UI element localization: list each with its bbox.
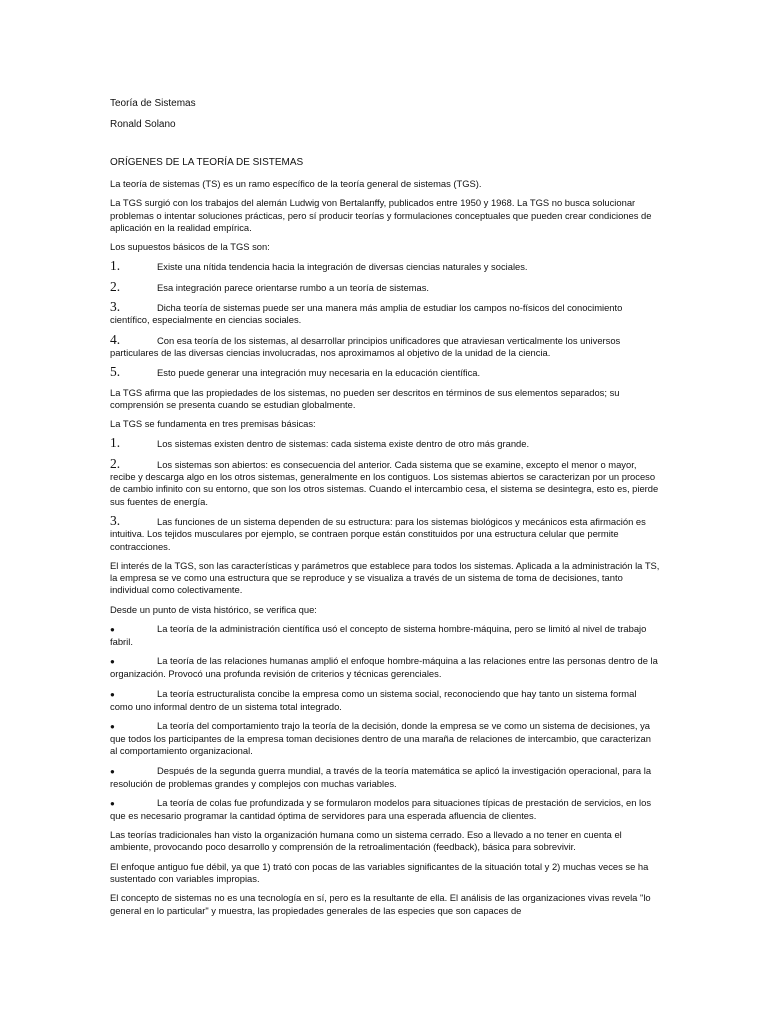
paragraph: Desde un punto de vista histórico, se verifica que: (110, 603, 317, 615)
list-number: 1. (110, 435, 121, 451)
document-author: Ronald Solano (110, 119, 176, 130)
paragraph: El concepto de sistemas no es una tecnología en sí, pero es la resultante de ella. El análisis de las organizaciones vivas revela "lo general en lo particular" y muestra, las propiedades generales de las especies que son capaces de (110, 892, 651, 916)
bullet-list-item (110, 688, 660, 713)
bullet-icon: ● (110, 766, 115, 776)
numbered-list-item (110, 331, 660, 360)
list-item-text: La teoría de las relaciones humanas amplió el enfoque hombre-máquina a las relaciones entre las personas dentro de la organización. Provocó una profunda revisión de criterios y técnicas gerenciales. (110, 655, 658, 680)
paragraph: Las teorías tradicionales han visto la organización humana como un sistema cerrado. Eso a llevado a no tener en cuenta el ambiente, provocando poco desarrollo y comprensión de la retroalimentación (feedback), básica para sobrevivir. (110, 829, 622, 853)
numbered-list-item (110, 278, 660, 294)
bullet-icon: ● (110, 689, 115, 699)
numbered-list-item (110, 366, 660, 379)
bullet-icon: ● (110, 798, 115, 808)
numbered-list-item (110, 437, 660, 450)
paragraph: El interés de la TGS, son las características y parámetros que establece para todos los sistemas. Aplicada a la administración la TS, la empresa se ve como una estructura que se reproduce y se visualiza a través de un sistema de toma de decisiones, tanto individual como colectivamente. (110, 559, 660, 596)
list-item-text: Con esa teoría de los sistemas, al desarrollar principios unificadores que atraviesan verticalmente los universos particulares de las diversas ciencias involucradas, nos aproximamos al objetivo de la unidad de la ciencia. (110, 334, 621, 358)
paragraph: La TGS se fundamenta en tres premisas básicas: (110, 418, 316, 430)
list-item-text: Los sistemas son abiertos: es consecuencia del anterior. Cada sistema que se examine, excepto el menor o mayor, recibe y descarga algo en los otros sistemas, generalmente en los contiguos. Los sistemas abiertos se caracterizan por un proceso de cambio infinito con su entorno, que son los otros sistemas. Cuando el intercambio cesa, el sistema se desintegra, esto es, pierde sus fuentes de energía. (110, 458, 659, 507)
numbered-list-item (110, 301, 660, 327)
list-item-text: Existe una nítida tendencia hacia la integración de diversas ciencias naturales y sociales. (157, 261, 528, 273)
document-body (110, 178, 660, 924)
bullet-icon: ● (110, 657, 115, 667)
paragraph: La teoría de sistemas (TS) es un ramo específico de la teoría general de sistemas (TGS). (110, 178, 482, 189)
bullet-list-item (110, 655, 660, 680)
list-number: 1. (110, 258, 121, 274)
list-item-text: La teoría de la administración científica usó el concepto de sistema hombre-máquina, pero se limitó al nivel de trabajo fabril. (110, 623, 647, 648)
numbered-list-item (110, 455, 660, 508)
bullet-icon: ● (110, 625, 115, 635)
bullet-list-item (110, 720, 660, 758)
list-item-text: La teoría del comportamiento trajo la teoría de la decisión, donde la empresa se ve como un sistema de decisiones, ya que todos los participantes de la empresa toman decisiones dentro de una maraña de relaciones de intercambio, que caracterizan al comportamiento organizacional. (110, 719, 651, 757)
paragraph: Los supuestos básicos de la TGS son: (110, 241, 270, 253)
list-item-text: Esto puede generar una integración muy necesaria en la educación científica. (157, 367, 481, 379)
numbered-list-item (110, 260, 660, 273)
list-item-text: Dicha teoría de sistemas puede ser una manera más amplia de estudiar los campos no-físicos del conocimiento científico, especialmente en ciencias sociales. (110, 302, 623, 326)
list-number: 2. (110, 278, 121, 294)
list-number: 5. (110, 364, 121, 380)
paragraph: La TGS afirma que las propiedades de los sistemas, no pueden ser descritos en términos de sus elementos separados; su comprensión se presenta cuando se estudian globalmente. (110, 386, 620, 410)
list-item-text: La teoría estructuralista concibe la empresa como un sistema social, reconociendo que hay tanto un sistema formal como uno informal dentro de un sistema total integrado. (110, 687, 637, 712)
list-number: 3. (110, 299, 121, 315)
list-number: 3. (110, 512, 121, 528)
list-item-text: Esa integración parece orientarse rumbo a un teoría de sistemas. (157, 281, 430, 293)
numbered-list-item (110, 512, 660, 553)
section-heading: ORÍGENES DE LA TEORÍA DE SISTEMAS (110, 157, 304, 168)
paragraph: El enfoque antiguo fue débil, ya que 1) trató con pocas de las variables significantes de la situación total y 2) muchas veces se ha sustentado con variables impropias. (110, 860, 649, 884)
bullet-list-item (110, 765, 660, 790)
list-item-text: Las funciones de un sistema dependen de su estructura: para los sistemas biológicos y mecánicos esta afirmación es intuitiva. Los tejidos musculares por ejemplo, se contraen porque están constituidos por una estructura celular que permite contracciones. (110, 515, 646, 552)
paragraph: La TGS surgió con los trabajos del alemán Ludwig von Bertalanffy, publicados entre 1950 y 1968. La TGS no busca solucionar problemas o intentar soluciones prácticas, pero sí producir teorías y formulaciones conceptuales que pueden crear condiciones de aplicación en la realidad empírica. (110, 197, 652, 233)
list-item-text: La teoría de colas fue profundizada y se formularon modelos para situaciones típicas de prestación de servicios, en los que es necesario programar la cantidad óptima de servidores para una esperada afluencia de clientes. (110, 796, 652, 821)
bullet-icon: ● (110, 721, 115, 731)
list-item-text: Después de la segunda guerra mundial, a través de la teoría matemática se aplicó la investigación operacional, para la resolución de problemas grandes y complejos con muchas variables. (110, 764, 652, 789)
list-item-text: Los sistemas existen dentro de sistemas: cada sistema existe dentro de otro más grande. (157, 438, 530, 450)
bullet-list-item (110, 797, 660, 822)
document-title: Teoría de Sistemas (110, 98, 196, 109)
list-number: 2. (110, 455, 121, 471)
bullet-list-item (110, 623, 660, 648)
list-number: 4. (110, 331, 121, 347)
